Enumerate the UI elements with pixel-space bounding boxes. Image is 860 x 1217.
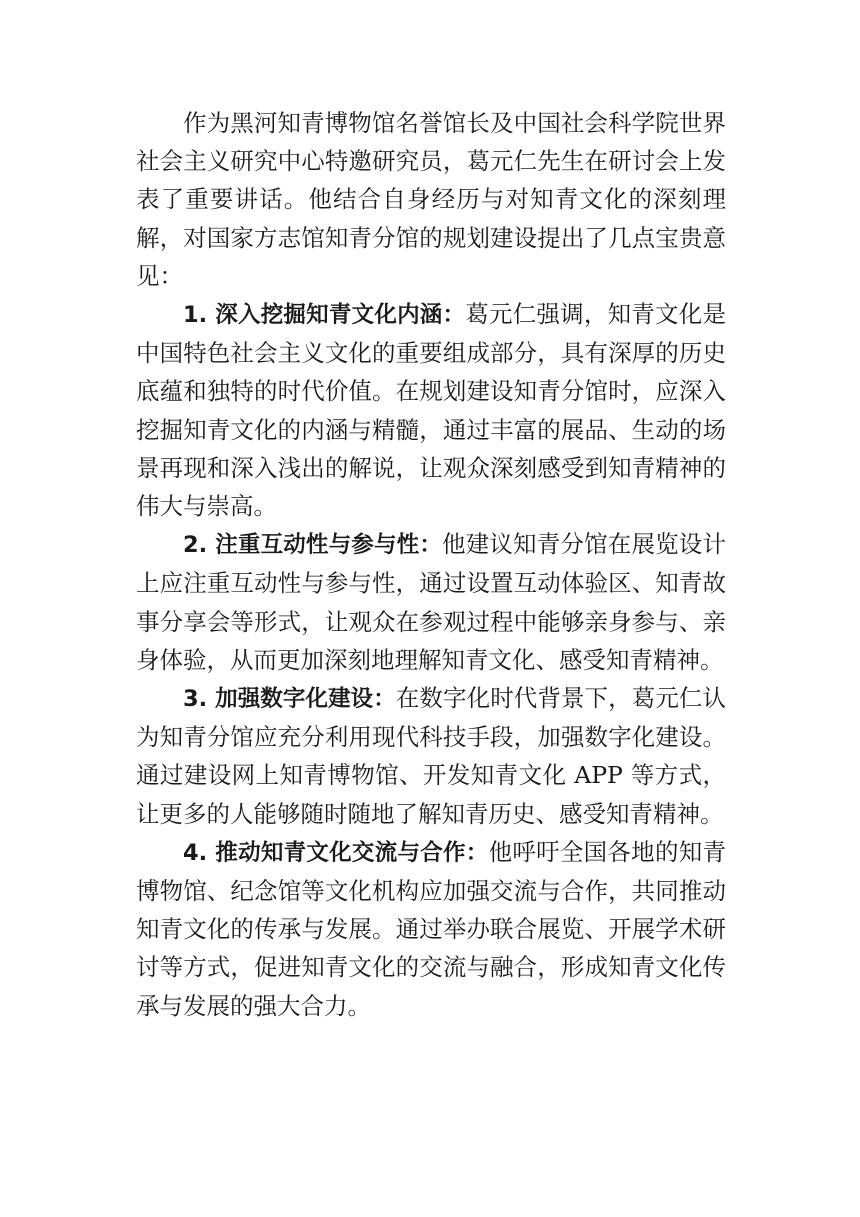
point-title-3: 3. 加强数字化建设： <box>183 686 396 713</box>
point-text-4: 他呼吁全国各地的知青博物馆、纪念馆等文化机构应加强交流与合作，共同推动知青文化的传承与发展。通过举办联合展览、开展学术研讨等方式，促进知青文化的交流与融合，形成知青文化传承与发展的强大合力。 <box>136 837 726 1020</box>
document-body <box>136 104 726 1025</box>
intro-paragraph: 作为黑河知青博物馆名誉馆长及中国社会科学院世界社会主义研究中心特邀研究员，葛元仁先生在研讨会上发表了重要讲话。他结合自身经历与对知青文化的深刻理解，对国家方志馆知青分馆的规划建设提出了几点宝贵意见： <box>136 109 726 290</box>
point-paragraph-3 <box>136 679 726 833</box>
point-paragraph-1 <box>136 295 726 525</box>
point-text-1: 葛元仁强调，知青文化是中国特色社会主义文化的重要组成部分，具有深厚的历史底蕴和独特的时代价值。在规划建设知青分馆时，应深入挖掘知青文化的内涵与精髓，通过丰富的展品、生动的场景再现和深入浅出的解说，让观众深刻感受到知青精神的伟大与崇高。 <box>136 300 727 521</box>
point-title-2: 2. 注重互动性与参与性： <box>183 532 443 559</box>
point-paragraph-2 <box>136 525 726 679</box>
point-text-2: 他建议知青分馆在展览设计上应注重互动性与参与性，通过设置互动体验区、知青故事分享会等形式，让观众在参观过程中能够亲身参与、亲身体验，从而更加深刻地理解知青文化、感受知青精神。 <box>136 530 726 674</box>
point-title-1: 1. 深入挖掘知青文化内涵： <box>183 302 466 329</box>
point-text-3: 在数字化时代背景下，葛元仁认为知青分馆应充分利用现代科技手段，加强数字化建设。通过建设网上知青博物馆、开发知青文化 APP 等方式，让更多的人能够随时随地了解知青历史、感受知青精神。 <box>136 684 726 828</box>
point-paragraph-4 <box>136 833 726 1025</box>
point-title-4: 4. 推动知青文化交流与合作： <box>183 839 489 866</box>
